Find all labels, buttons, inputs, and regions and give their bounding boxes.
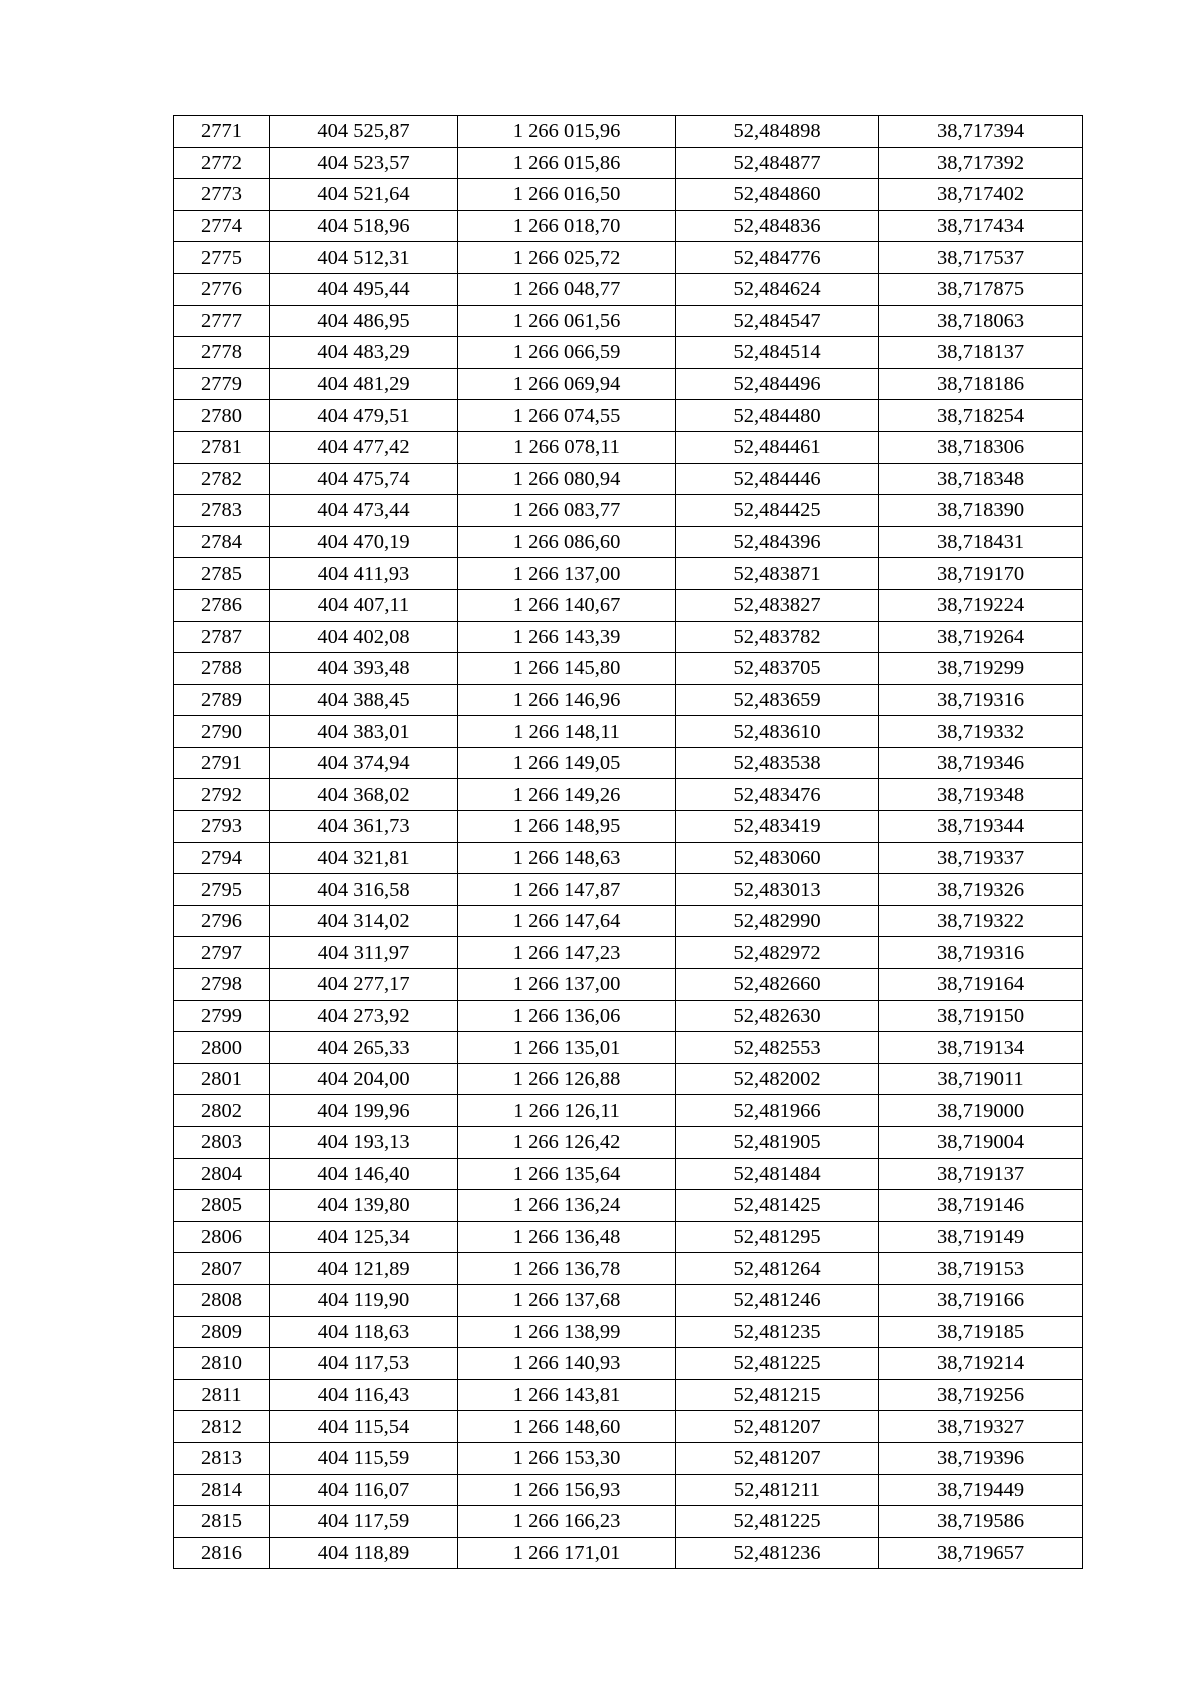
point-number-cell: 2814 [174, 1474, 270, 1506]
point-number-cell: 2798 [174, 969, 270, 1001]
point-number-cell: 2800 [174, 1032, 270, 1064]
longitude-cell: 38,718063 [879, 305, 1083, 337]
table-row [174, 1411, 1083, 1443]
y-coordinate-cell: 1 266 148,95 [458, 811, 676, 843]
y-coordinate-cell: 1 266 148,11 [458, 716, 676, 748]
y-coordinate-cell: 1 266 083,77 [458, 495, 676, 527]
longitude-cell: 38,719170 [879, 558, 1083, 590]
y-coordinate-cell: 1 266 136,78 [458, 1253, 676, 1285]
point-number-cell: 2776 [174, 273, 270, 305]
latitude-cell: 52,483871 [676, 558, 879, 590]
x-coordinate-cell: 404 125,34 [270, 1221, 458, 1253]
y-coordinate-cell: 1 266 137,00 [458, 969, 676, 1001]
latitude-cell: 52,484860 [676, 179, 879, 211]
y-coordinate-cell: 1 266 136,06 [458, 1000, 676, 1032]
point-number-cell: 2775 [174, 242, 270, 274]
x-coordinate-cell: 404 361,73 [270, 811, 458, 843]
longitude-cell: 38,718348 [879, 463, 1083, 495]
y-coordinate-cell: 1 266 048,77 [458, 273, 676, 305]
x-coordinate-cell: 404 512,31 [270, 242, 458, 274]
longitude-cell: 38,718306 [879, 431, 1083, 463]
longitude-cell: 38,717392 [879, 147, 1083, 179]
x-coordinate-cell: 404 204,00 [270, 1063, 458, 1095]
y-coordinate-cell: 1 266 143,81 [458, 1379, 676, 1411]
point-number-cell: 2792 [174, 779, 270, 811]
x-coordinate-cell: 404 383,01 [270, 716, 458, 748]
y-coordinate-cell: 1 266 069,94 [458, 368, 676, 400]
latitude-cell: 52,481207 [676, 1442, 879, 1474]
y-coordinate-cell: 1 266 156,93 [458, 1474, 676, 1506]
longitude-cell: 38,719214 [879, 1348, 1083, 1380]
x-coordinate-cell: 404 316,58 [270, 874, 458, 906]
x-coordinate-cell: 404 118,89 [270, 1537, 458, 1569]
x-coordinate-cell: 404 368,02 [270, 779, 458, 811]
coordinates-table [173, 115, 1083, 1569]
x-coordinate-cell: 404 321,81 [270, 842, 458, 874]
y-coordinate-cell: 1 266 147,87 [458, 874, 676, 906]
point-number-cell: 2789 [174, 684, 270, 716]
table-row [174, 1000, 1083, 1032]
point-number-cell: 2771 [174, 116, 270, 148]
table-row [174, 842, 1083, 874]
point-number-cell: 2782 [174, 463, 270, 495]
point-number-cell: 2804 [174, 1158, 270, 1190]
x-coordinate-cell: 404 115,59 [270, 1442, 458, 1474]
latitude-cell: 52,482972 [676, 937, 879, 969]
x-coordinate-cell: 404 521,64 [270, 179, 458, 211]
x-coordinate-cell: 404 393,48 [270, 653, 458, 685]
point-number-cell: 2784 [174, 526, 270, 558]
x-coordinate-cell: 404 486,95 [270, 305, 458, 337]
y-coordinate-cell: 1 266 015,96 [458, 116, 676, 148]
y-coordinate-cell: 1 266 086,60 [458, 526, 676, 558]
latitude-cell: 52,483476 [676, 779, 879, 811]
y-coordinate-cell: 1 266 025,72 [458, 242, 676, 274]
table-row [174, 431, 1083, 463]
table-row [174, 495, 1083, 527]
latitude-cell: 52,483659 [676, 684, 879, 716]
table-row [174, 526, 1083, 558]
latitude-cell: 52,481425 [676, 1190, 879, 1222]
point-number-cell: 2781 [174, 431, 270, 463]
x-coordinate-cell: 404 115,54 [270, 1411, 458, 1443]
table-row [174, 1095, 1083, 1127]
point-number-cell: 2785 [174, 558, 270, 590]
longitude-cell: 38,719134 [879, 1032, 1083, 1064]
longitude-cell: 38,719264 [879, 621, 1083, 653]
point-number-cell: 2779 [174, 368, 270, 400]
longitude-cell: 38,719149 [879, 1221, 1083, 1253]
point-number-cell: 2807 [174, 1253, 270, 1285]
y-coordinate-cell: 1 266 135,64 [458, 1158, 676, 1190]
longitude-cell: 38,719449 [879, 1474, 1083, 1506]
x-coordinate-cell: 404 117,53 [270, 1348, 458, 1380]
latitude-cell: 52,484547 [676, 305, 879, 337]
x-coordinate-cell: 404 116,07 [270, 1474, 458, 1506]
latitude-cell: 52,481225 [676, 1506, 879, 1538]
table-row [174, 1348, 1083, 1380]
longitude-cell: 38,719337 [879, 842, 1083, 874]
point-number-cell: 2811 [174, 1379, 270, 1411]
latitude-cell: 52,484480 [676, 400, 879, 432]
point-number-cell: 2772 [174, 147, 270, 179]
latitude-cell: 52,484496 [676, 368, 879, 400]
latitude-cell: 52,481236 [676, 1537, 879, 1569]
y-coordinate-cell: 1 266 166,23 [458, 1506, 676, 1538]
table-row [174, 905, 1083, 937]
table-row [174, 242, 1083, 274]
latitude-cell: 52,481215 [676, 1379, 879, 1411]
latitude-cell: 52,483013 [676, 874, 879, 906]
longitude-cell: 38,719346 [879, 747, 1083, 779]
latitude-cell: 52,484461 [676, 431, 879, 463]
table-row [174, 1190, 1083, 1222]
table-row [174, 1158, 1083, 1190]
x-coordinate-cell: 404 146,40 [270, 1158, 458, 1190]
point-number-cell: 2773 [174, 179, 270, 211]
latitude-cell: 52,482630 [676, 1000, 879, 1032]
point-number-cell: 2786 [174, 589, 270, 621]
table-row [174, 1032, 1083, 1064]
latitude-cell: 52,482002 [676, 1063, 879, 1095]
point-number-cell: 2788 [174, 653, 270, 685]
x-coordinate-cell: 404 277,17 [270, 969, 458, 1001]
longitude-cell: 38,719164 [879, 969, 1083, 1001]
longitude-cell: 38,719146 [879, 1190, 1083, 1222]
y-coordinate-cell: 1 266 171,01 [458, 1537, 676, 1569]
longitude-cell: 38,719344 [879, 811, 1083, 843]
y-coordinate-cell: 1 266 137,00 [458, 558, 676, 590]
table-row [174, 779, 1083, 811]
longitude-cell: 38,719586 [879, 1506, 1083, 1538]
latitude-cell: 52,481966 [676, 1095, 879, 1127]
point-number-cell: 2803 [174, 1127, 270, 1159]
latitude-cell: 52,483419 [676, 811, 879, 843]
table-row [174, 937, 1083, 969]
longitude-cell: 38,719137 [879, 1158, 1083, 1190]
x-coordinate-cell: 404 119,90 [270, 1284, 458, 1316]
x-coordinate-cell: 404 523,57 [270, 147, 458, 179]
x-coordinate-cell: 404 475,74 [270, 463, 458, 495]
table-row [174, 621, 1083, 653]
x-coordinate-cell: 404 311,97 [270, 937, 458, 969]
x-coordinate-cell: 404 525,87 [270, 116, 458, 148]
longitude-cell: 38,719326 [879, 874, 1083, 906]
coordinates-table-body [174, 116, 1083, 1569]
table-row [174, 969, 1083, 1001]
point-number-cell: 2796 [174, 905, 270, 937]
y-coordinate-cell: 1 266 153,30 [458, 1442, 676, 1474]
latitude-cell: 52,482553 [676, 1032, 879, 1064]
longitude-cell: 38,718186 [879, 368, 1083, 400]
table-row [174, 273, 1083, 305]
longitude-cell: 38,719004 [879, 1127, 1083, 1159]
point-number-cell: 2812 [174, 1411, 270, 1443]
longitude-cell: 38,717402 [879, 179, 1083, 211]
y-coordinate-cell: 1 266 018,70 [458, 210, 676, 242]
point-number-cell: 2780 [174, 400, 270, 432]
x-coordinate-cell: 404 479,51 [270, 400, 458, 432]
table-row [174, 147, 1083, 179]
point-number-cell: 2777 [174, 305, 270, 337]
longitude-cell: 38,719256 [879, 1379, 1083, 1411]
table-row [174, 684, 1083, 716]
y-coordinate-cell: 1 266 148,63 [458, 842, 676, 874]
point-number-cell: 2783 [174, 495, 270, 527]
y-coordinate-cell: 1 266 147,23 [458, 937, 676, 969]
latitude-cell: 52,481235 [676, 1316, 879, 1348]
point-number-cell: 2815 [174, 1506, 270, 1538]
longitude-cell: 38,719166 [879, 1284, 1083, 1316]
latitude-cell: 52,481211 [676, 1474, 879, 1506]
latitude-cell: 52,484898 [676, 116, 879, 148]
x-coordinate-cell: 404 473,44 [270, 495, 458, 527]
point-number-cell: 2809 [174, 1316, 270, 1348]
point-number-cell: 2797 [174, 937, 270, 969]
point-number-cell: 2802 [174, 1095, 270, 1127]
table-row [174, 1221, 1083, 1253]
longitude-cell: 38,718254 [879, 400, 1083, 432]
table-row [174, 1537, 1083, 1569]
longitude-cell: 38,719332 [879, 716, 1083, 748]
point-number-cell: 2774 [174, 210, 270, 242]
point-number-cell: 2813 [174, 1442, 270, 1474]
x-coordinate-cell: 404 117,59 [270, 1506, 458, 1538]
latitude-cell: 52,481905 [676, 1127, 879, 1159]
longitude-cell: 38,719150 [879, 1000, 1083, 1032]
point-number-cell: 2806 [174, 1221, 270, 1253]
table-row [174, 210, 1083, 242]
x-coordinate-cell: 404 273,92 [270, 1000, 458, 1032]
x-coordinate-cell: 404 477,42 [270, 431, 458, 463]
table-row [174, 1284, 1083, 1316]
x-coordinate-cell: 404 121,89 [270, 1253, 458, 1285]
point-number-cell: 2795 [174, 874, 270, 906]
y-coordinate-cell: 1 266 080,94 [458, 463, 676, 495]
point-number-cell: 2778 [174, 337, 270, 369]
x-coordinate-cell: 404 483,29 [270, 337, 458, 369]
point-number-cell: 2791 [174, 747, 270, 779]
y-coordinate-cell: 1 266 066,59 [458, 337, 676, 369]
longitude-cell: 38,719224 [879, 589, 1083, 621]
y-coordinate-cell: 1 266 136,24 [458, 1190, 676, 1222]
y-coordinate-cell: 1 266 143,39 [458, 621, 676, 653]
latitude-cell: 52,484425 [676, 495, 879, 527]
x-coordinate-cell: 404 407,11 [270, 589, 458, 621]
table-row [174, 716, 1083, 748]
longitude-cell: 38,719000 [879, 1095, 1083, 1127]
table-row [174, 400, 1083, 432]
point-number-cell: 2787 [174, 621, 270, 653]
latitude-cell: 52,484624 [676, 273, 879, 305]
table-row [174, 653, 1083, 685]
table-row [174, 874, 1083, 906]
y-coordinate-cell: 1 266 145,80 [458, 653, 676, 685]
x-coordinate-cell: 404 374,94 [270, 747, 458, 779]
point-number-cell: 2790 [174, 716, 270, 748]
y-coordinate-cell: 1 266 136,48 [458, 1221, 676, 1253]
longitude-cell: 38,719657 [879, 1537, 1083, 1569]
y-coordinate-cell: 1 266 135,01 [458, 1032, 676, 1064]
y-coordinate-cell: 1 266 016,50 [458, 179, 676, 211]
latitude-cell: 52,483538 [676, 747, 879, 779]
latitude-cell: 52,482660 [676, 969, 879, 1001]
latitude-cell: 52,481207 [676, 1411, 879, 1443]
table-row [174, 1063, 1083, 1095]
y-coordinate-cell: 1 266 149,05 [458, 747, 676, 779]
point-number-cell: 2805 [174, 1190, 270, 1222]
table-row [174, 558, 1083, 590]
longitude-cell: 38,719348 [879, 779, 1083, 811]
x-coordinate-cell: 404 139,80 [270, 1190, 458, 1222]
point-number-cell: 2794 [174, 842, 270, 874]
latitude-cell: 52,483705 [676, 653, 879, 685]
y-coordinate-cell: 1 266 061,56 [458, 305, 676, 337]
latitude-cell: 52,481484 [676, 1158, 879, 1190]
table-row [174, 463, 1083, 495]
latitude-cell: 52,483610 [676, 716, 879, 748]
table-row [174, 368, 1083, 400]
latitude-cell: 52,484776 [676, 242, 879, 274]
y-coordinate-cell: 1 266 149,26 [458, 779, 676, 811]
longitude-cell: 38,719011 [879, 1063, 1083, 1095]
longitude-cell: 38,718390 [879, 495, 1083, 527]
longitude-cell: 38,719322 [879, 905, 1083, 937]
longitude-cell: 38,719153 [879, 1253, 1083, 1285]
latitude-cell: 52,481246 [676, 1284, 879, 1316]
x-coordinate-cell: 404 118,63 [270, 1316, 458, 1348]
latitude-cell: 52,484396 [676, 526, 879, 558]
x-coordinate-cell: 404 481,29 [270, 368, 458, 400]
latitude-cell: 52,484877 [676, 147, 879, 179]
y-coordinate-cell: 1 266 140,93 [458, 1348, 676, 1380]
y-coordinate-cell: 1 266 015,86 [458, 147, 676, 179]
table-row [174, 811, 1083, 843]
latitude-cell: 52,484836 [676, 210, 879, 242]
table-row [174, 1379, 1083, 1411]
table-row [174, 1127, 1083, 1159]
y-coordinate-cell: 1 266 147,64 [458, 905, 676, 937]
y-coordinate-cell: 1 266 146,96 [458, 684, 676, 716]
longitude-cell: 38,717537 [879, 242, 1083, 274]
x-coordinate-cell: 404 265,33 [270, 1032, 458, 1064]
latitude-cell: 52,481225 [676, 1348, 879, 1380]
x-coordinate-cell: 404 193,13 [270, 1127, 458, 1159]
point-number-cell: 2799 [174, 1000, 270, 1032]
y-coordinate-cell: 1 266 137,68 [458, 1284, 676, 1316]
longitude-cell: 38,719327 [879, 1411, 1083, 1443]
table-row [174, 305, 1083, 337]
x-coordinate-cell: 404 314,02 [270, 905, 458, 937]
table-row [174, 1506, 1083, 1538]
x-coordinate-cell: 404 116,43 [270, 1379, 458, 1411]
point-number-cell: 2793 [174, 811, 270, 843]
table-row [174, 1316, 1083, 1348]
y-coordinate-cell: 1 266 126,42 [458, 1127, 676, 1159]
table-row [174, 1474, 1083, 1506]
latitude-cell: 52,481264 [676, 1253, 879, 1285]
point-number-cell: 2801 [174, 1063, 270, 1095]
y-coordinate-cell: 1 266 148,60 [458, 1411, 676, 1443]
latitude-cell: 52,481295 [676, 1221, 879, 1253]
x-coordinate-cell: 404 495,44 [270, 273, 458, 305]
longitude-cell: 38,719185 [879, 1316, 1083, 1348]
y-coordinate-cell: 1 266 138,99 [458, 1316, 676, 1348]
longitude-cell: 38,718431 [879, 526, 1083, 558]
y-coordinate-cell: 1 266 126,88 [458, 1063, 676, 1095]
y-coordinate-cell: 1 266 126,11 [458, 1095, 676, 1127]
table-row [174, 1253, 1083, 1285]
latitude-cell: 52,483827 [676, 589, 879, 621]
x-coordinate-cell: 404 388,45 [270, 684, 458, 716]
x-coordinate-cell: 404 411,93 [270, 558, 458, 590]
point-number-cell: 2810 [174, 1348, 270, 1380]
longitude-cell: 38,717394 [879, 116, 1083, 148]
x-coordinate-cell: 404 470,19 [270, 526, 458, 558]
latitude-cell: 52,483060 [676, 842, 879, 874]
longitude-cell: 38,718137 [879, 337, 1083, 369]
point-number-cell: 2816 [174, 1537, 270, 1569]
latitude-cell: 52,482990 [676, 905, 879, 937]
longitude-cell: 38,719299 [879, 653, 1083, 685]
latitude-cell: 52,484514 [676, 337, 879, 369]
y-coordinate-cell: 1 266 074,55 [458, 400, 676, 432]
table-row [174, 747, 1083, 779]
longitude-cell: 38,719396 [879, 1442, 1083, 1474]
y-coordinate-cell: 1 266 140,67 [458, 589, 676, 621]
x-coordinate-cell: 404 402,08 [270, 621, 458, 653]
latitude-cell: 52,484446 [676, 463, 879, 495]
point-number-cell: 2808 [174, 1284, 270, 1316]
table-row [174, 116, 1083, 148]
latitude-cell: 52,483782 [676, 621, 879, 653]
longitude-cell: 38,717434 [879, 210, 1083, 242]
y-coordinate-cell: 1 266 078,11 [458, 431, 676, 463]
table-row [174, 179, 1083, 211]
x-coordinate-cell: 404 518,96 [270, 210, 458, 242]
longitude-cell: 38,719316 [879, 937, 1083, 969]
table-row [174, 337, 1083, 369]
table-row [174, 589, 1083, 621]
longitude-cell: 38,717875 [879, 273, 1083, 305]
x-coordinate-cell: 404 199,96 [270, 1095, 458, 1127]
longitude-cell: 38,719316 [879, 684, 1083, 716]
table-row [174, 1442, 1083, 1474]
